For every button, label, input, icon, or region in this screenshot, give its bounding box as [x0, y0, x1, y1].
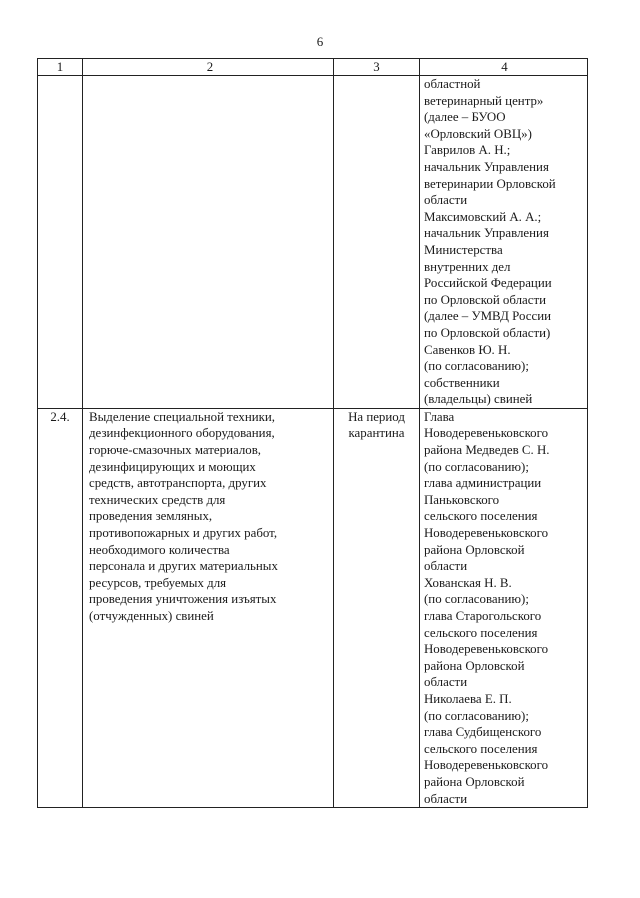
measure-line: горюче-смазочных материалов,	[89, 443, 262, 458]
row-number-cell: 2.4.	[38, 408, 83, 807]
measure-line: средств, автотранспорта, других	[89, 476, 267, 491]
responsible-line: (владельцы) свиней	[424, 392, 533, 407]
responsible-line: Российской Федерации	[424, 276, 552, 291]
responsible-line: Паньковского	[424, 492, 500, 507]
responsible-line: района Орловской	[424, 658, 525, 673]
plan-table	[37, 58, 588, 808]
term-line: карантина	[348, 426, 405, 441]
measure-cell	[83, 76, 334, 409]
measure-line: Выделение специальной техники,	[89, 409, 275, 424]
responsible-line: глава администрации	[424, 476, 542, 491]
responsible-line: района Медведев С. Н.	[424, 443, 550, 458]
page-number: 6	[316, 34, 324, 49]
table-row	[38, 76, 588, 409]
table-header-row	[38, 59, 588, 76]
measure-line: (отчужденных) свиней	[89, 609, 214, 623]
responsible-line: «Орловский ОВЦ»)	[424, 126, 532, 141]
responsible-line: Глава	[424, 409, 455, 424]
responsible-line: Савенков Ю. Н.	[424, 342, 511, 357]
responsible-line: района Орловской	[424, 774, 525, 789]
responsible-line: начальник Управления	[424, 159, 549, 174]
responsible-line: области	[424, 559, 468, 574]
responsible-line: (далее – УМВД России	[424, 309, 552, 324]
responsible-line: Гаврилов А. Н.;	[424, 143, 511, 158]
responsible-cell	[420, 408, 588, 807]
measure-line: технических средств для	[89, 492, 226, 507]
responsible-line: Новодеревеньковского	[424, 642, 549, 657]
measure-line: необходимого количества	[89, 542, 230, 557]
responsible-line: собственники	[424, 375, 500, 390]
responsible-line: (по согласованию);	[424, 708, 529, 723]
measure-line: противопожарных и других работ,	[89, 526, 278, 541]
responsible-line: по Орловской области	[424, 292, 547, 307]
measure-line: проведения земляных,	[89, 509, 213, 524]
responsible-line: ветеринарии Орловской	[424, 176, 556, 191]
responsible-line: области	[424, 193, 468, 208]
term-cell	[334, 76, 420, 409]
responsible-line: ветеринарный центр»	[424, 93, 544, 108]
responsible-line: сельского поселения	[424, 509, 538, 524]
measure-line: дезинфицирующих и моющих	[89, 459, 256, 474]
responsible-line: сельского поселения	[424, 625, 538, 640]
responsible-line: (по согласованию);	[424, 359, 529, 374]
responsible-line: начальник Управления	[424, 226, 549, 241]
table-row	[38, 408, 588, 807]
responsible-line: областной	[424, 77, 481, 91]
responsible-line: района Орловской	[424, 542, 525, 557]
responsible-line: внутренних дел	[424, 259, 511, 274]
responsible-line: области	[424, 675, 468, 690]
header-col-3: 3	[334, 59, 420, 76]
measure-line: проведения уничтожения изъятых	[89, 592, 277, 607]
responsible-line: Министерства	[424, 242, 503, 257]
header-col-4: 4	[420, 59, 588, 76]
header-col-2: 2	[83, 59, 334, 76]
responsible-line: Николаева Е. П.	[424, 691, 512, 706]
responsible-line: (далее – БУОО	[424, 110, 506, 125]
responsible-line: Новодеревеньковского	[424, 526, 549, 541]
row-number-cell	[38, 76, 83, 409]
term-cell	[334, 408, 420, 807]
responsible-line: Новодеревеньковского	[424, 758, 549, 773]
measure-line: ресурсов, требуемых для	[89, 575, 227, 590]
responsible-line: Новодеревеньковского	[424, 426, 549, 441]
responsible-cell	[420, 76, 588, 409]
measure-line: дезинфекционного оборудования,	[89, 426, 275, 441]
term-line: На период	[348, 409, 405, 424]
responsible-line: глава Старогольского	[424, 609, 542, 623]
responsible-line: Хованская Н. В.	[424, 575, 512, 590]
measure-line: персонала и других материальных	[89, 559, 278, 574]
responsible-line: (по согласованию);	[424, 459, 529, 474]
responsible-line: области	[424, 791, 468, 806]
responsible-line: сельского поселения	[424, 741, 538, 756]
responsible-line: Максимовский А. А.;	[424, 209, 542, 224]
measure-cell	[83, 408, 334, 807]
responsible-line: по Орловской области)	[424, 325, 551, 340]
header-col-1: 1	[38, 59, 83, 76]
responsible-line: глава Судбищенского	[424, 725, 542, 740]
responsible-line: (по согласованию);	[424, 592, 529, 607]
